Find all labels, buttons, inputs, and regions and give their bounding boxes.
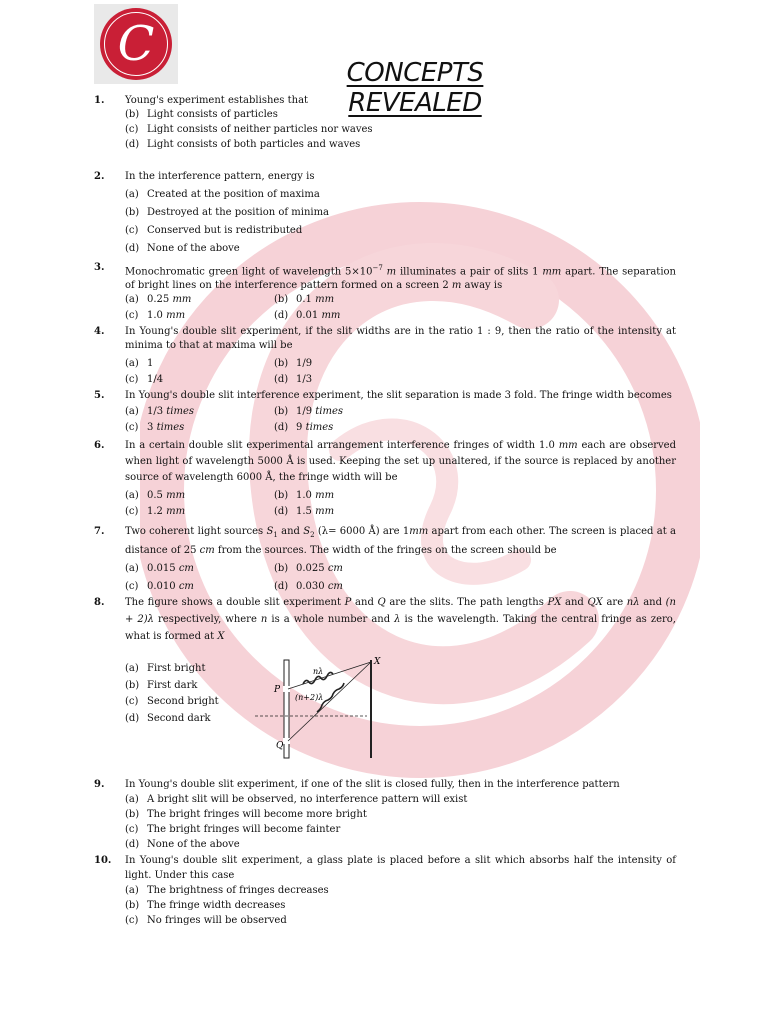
option-b: (b) 1/9 times <box>274 406 344 417</box>
option-a: (a) 0.015 cm <box>125 563 194 574</box>
question-number: 4. <box>94 326 105 337</box>
question-9 <box>94 777 676 852</box>
question-4 <box>94 325 676 389</box>
question-number: 5. <box>94 390 105 401</box>
question-stem: In Young's double slit experiment, if the slit widths are in the ratio 1 : 9, then the ratio of the intensity at minima to that at maxima will be <box>125 326 676 351</box>
option-c: (c) 1/4 <box>125 374 164 385</box>
question-3 <box>94 261 676 325</box>
question-10 <box>94 853 676 928</box>
question-stem: Two coherent light sources $S_1$ and $S_2$ (λ= 6000 Å) are 1mm apart from each other. The screen is placed at a distance of 25 cm from the sources. The width of the fringes on the screen should be <box>125 526 676 556</box>
question-number: 6. <box>94 440 105 451</box>
option-a: (a) First bright <box>125 663 206 674</box>
question-stem: In Young's double slit experiment, a glass plate is placed before a slit which absorbs half the intensity of light. Under this case <box>125 855 676 881</box>
question-number: 7. <box>94 526 105 537</box>
option-a: (a) The brightness of fringes decreases <box>125 885 329 896</box>
option-row <box>125 579 676 595</box>
option-d: (d) None of the above <box>125 839 240 850</box>
option-b: (b) 1/9 <box>274 358 313 369</box>
question-2 <box>94 170 676 260</box>
double-slit-diagram <box>255 652 395 764</box>
question-stem: In a certain double slit experimental arrangement interference fringes of width 1.0 mm each are observed when light of wavelength 5000 Å is used. Keeping the set up unaltered, if the source is replaced by another source of wavelength 6000 Å, the fringe width will be <box>125 440 676 483</box>
option-row <box>125 293 676 309</box>
question-stem: Monochromatic green light of wavelength $5\times 10^{-7}$ m illuminates a pair of slits 1 mm apart. The separation of bright lines on the interference pattern formed on a screen 2 m away is <box>125 264 676 292</box>
option-b: (b) Light consists of particles <box>125 109 278 120</box>
option-a: (a) 1/3 times <box>125 406 195 417</box>
option-b: (b) 0.1 mm <box>274 294 335 306</box>
option-row <box>125 357 676 373</box>
option-d: (d) 0.01 mm <box>274 310 341 322</box>
question-5 <box>94 389 676 437</box>
option-row <box>125 405 676 421</box>
question-number: 8. <box>94 597 105 608</box>
option-row <box>125 504 676 520</box>
question-stem: In Young's double slit interference experiment, the slit separation is made 3 fold. The fringe width becomes <box>125 390 672 401</box>
option-b: (b) 1.0 mm <box>274 490 335 501</box>
option-row <box>125 561 676 579</box>
option-c: (c) 0.010 cm <box>125 581 194 592</box>
option-c: (c) The bright fringes will become fainter <box>125 824 341 835</box>
option-a: (a) Created at the position of maxima <box>125 189 320 200</box>
logo-circle <box>100 8 172 80</box>
option-d: (d) 0.030 cm <box>274 581 343 592</box>
option-b: (b) The bright fringes will become more bright <box>125 809 367 820</box>
label-p: P <box>274 685 281 695</box>
brand-logo <box>94 4 178 84</box>
option-row <box>125 421 676 437</box>
question-number: 3. <box>94 262 105 273</box>
slit-gap-q <box>283 738 290 744</box>
question-number: 9. <box>94 779 105 790</box>
option-a: (a) 0.25 mm <box>125 294 192 306</box>
option-d: (d) 1/3 <box>274 374 313 385</box>
question-1 <box>94 94 676 153</box>
option-c: (c) Light consists of neither particles nor waves <box>125 124 373 135</box>
option-row <box>125 488 676 504</box>
option-c: (c) 1.0 mm <box>125 310 186 322</box>
option-d: (d) 9 times <box>274 422 334 433</box>
option-d: (d) 1.5 mm <box>274 506 335 517</box>
label-n-lambda: nλ <box>313 667 324 676</box>
option-a: (a) 0.5 mm <box>125 490 186 501</box>
question-stem: In Young's double slit experiment, if one of the slit is closed fully, then in the interference pattern <box>125 779 620 790</box>
option-row <box>125 309 676 325</box>
option-b: (b) 0.025 cm <box>274 563 343 574</box>
question-number: 2. <box>94 171 105 182</box>
option-b: (b) First dark <box>125 679 198 691</box>
option-a: (a) 1 <box>125 358 154 369</box>
option-c: (c) 1.2 mm <box>125 506 186 517</box>
question-number: 10. <box>94 855 112 866</box>
option-a: (a) A bright slit will be observed, no interference pattern will exist <box>125 794 468 805</box>
question-6 <box>94 438 676 520</box>
logo-letter: C <box>117 16 155 72</box>
option-b: (b) Destroyed at the position of minima <box>125 207 330 218</box>
option-c: (c) Second bright <box>125 696 219 707</box>
option-b: (b) The fringe width decreases <box>125 900 286 911</box>
option-d: (d) Light consists of both particles and waves <box>125 139 361 150</box>
label-n2-lambda: (n+2)λ <box>295 693 324 702</box>
question-stem: In the interference pattern, energy is <box>125 171 315 182</box>
option-row <box>125 373 676 389</box>
question-8 <box>94 594 676 645</box>
label-x: X <box>374 657 381 667</box>
option-c: (c) 3 times <box>125 422 185 433</box>
option-c: (c) No fringes will be observed <box>125 915 287 926</box>
path-px <box>288 662 371 689</box>
label-q: Q <box>276 741 284 751</box>
question-7 <box>94 524 676 595</box>
page-title: CONCEPTS REVEALED <box>346 58 484 118</box>
question-number: 1. <box>94 95 105 106</box>
question-stem: Young's experiment establishes that <box>125 95 309 106</box>
option-d: (d) Second dark <box>125 712 211 724</box>
question-stem: The figure shows a double slit experiment P and Q are the slits. The path lengths PX and QX are nλ and (n + 2)λ respectively, where n is a whole number and λ is the wavelength. Taking the central fringe as zero, what is formed at X <box>125 597 676 642</box>
option-c: (c) Conserved but is redistributed <box>125 225 303 236</box>
option-d: (d) None of the above <box>125 243 240 254</box>
